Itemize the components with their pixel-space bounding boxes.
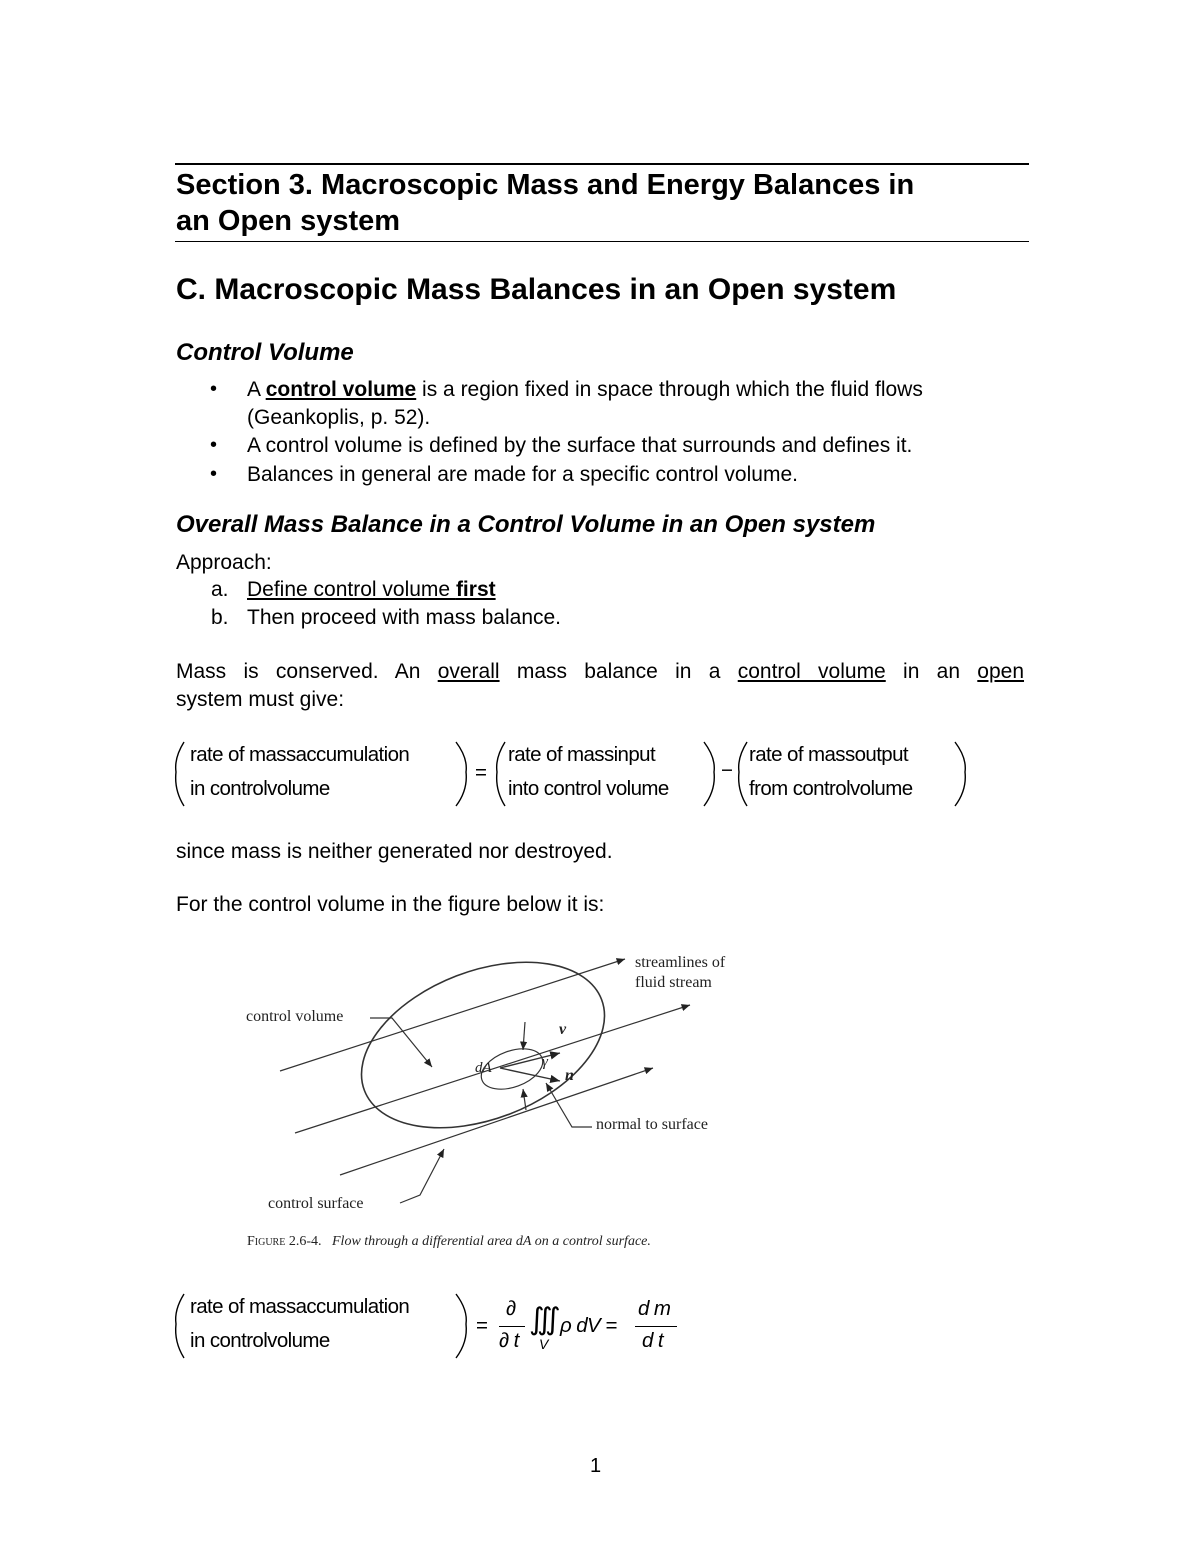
mass-balance-equation [172, 740, 972, 810]
approach-b-marker: b. [211, 606, 229, 629]
subsection-title: C. Macroscopic Mass Balances in an Open system [176, 273, 897, 306]
eq2-partial-bottom: ∂ t [499, 1329, 519, 1352]
bullet-marker: • [210, 434, 218, 456]
paragraph-line-1: Mass is conserved. An overall mass balance in a control volume in an open [176, 660, 1025, 683]
eq1-term2-line2: into control volume [508, 777, 669, 800]
control-volume-figure [240, 950, 760, 1260]
eq1-term1-line1: rate of massaccumulation [190, 743, 410, 766]
eq2-equals: = [476, 1314, 488, 1337]
eq2-term1-line2: in controlvolume [190, 1329, 330, 1352]
eq1-term3-line1: rate of massoutput [749, 743, 908, 766]
eq2-partial-top: ∂ [506, 1297, 516, 1320]
approach-a-text: Define control volume first [247, 578, 496, 601]
normal-to-surface-label: normal to surface [596, 1116, 708, 1133]
gamma-label: γ [542, 1054, 548, 1070]
title-top-rule [175, 163, 1029, 165]
accumulation-equation [172, 1292, 712, 1364]
eq1-term3-line2: from controlvolume [749, 777, 913, 800]
bullet-marker: • [210, 378, 218, 400]
approach-b-text: Then proceed with mass balance. [247, 606, 562, 629]
bullet-marker: • [210, 463, 218, 485]
eq1-equals: = [475, 761, 487, 784]
since-text: since mass is neither generated nor destroyed. [176, 840, 613, 863]
streamlines-label-1: streamlines of [635, 954, 726, 971]
eq2-integrand: ρ dV = [560, 1314, 617, 1337]
streamlines-label-2: fluid stream [635, 974, 712, 991]
dA-label: dA [475, 1060, 492, 1076]
eq2-term1-line1: rate of massaccumulation [190, 1295, 410, 1318]
bullet-3: Balances in general are made for a specific control volume. [247, 463, 798, 486]
eq2-dt: d t [642, 1329, 663, 1352]
control-volume-label: control volume [246, 1008, 344, 1025]
title-bottom-rule [175, 241, 1029, 242]
v-vector-label: v [559, 1021, 567, 1038]
eq1-term2-line1: rate of massinput [508, 743, 656, 766]
page-number: 1 [590, 1455, 602, 1477]
eq2-dm: d m [638, 1297, 671, 1320]
paragraph-line-2: system must give: [176, 688, 345, 711]
eq1-minus: − [721, 759, 733, 782]
flow-diagram [240, 950, 760, 1260]
control-volume-heading: Control Volume [176, 339, 354, 366]
approach-a-marker: a. [211, 578, 229, 601]
bullet-1-line-1: A control volume is a region fixed in space through which the fluid flows [247, 378, 923, 401]
figure-intro-text: For the control volume in the figure below it is: [176, 893, 605, 916]
eq1-term1-line2: in controlvolume [190, 777, 330, 800]
eq2-integral-subscript: V [539, 1336, 549, 1352]
overall-mass-balance-heading: Overall Mass Balance in a Control Volume in an Open system [176, 511, 876, 538]
approach-label: Approach: [176, 551, 272, 574]
section-title-line1: Section 3. Macroscopic Mass and Energy Balances in [176, 169, 915, 201]
bullet-2: A control volume is defined by the surface that surrounds and defines it. [247, 434, 913, 457]
n-vector-label: n [565, 1067, 574, 1084]
figure-caption: Figure 2.6-4. Flow through a differential area dA on a control surface. [247, 1234, 651, 1249]
eq2-triple-integral: ∭ [529, 1303, 561, 1336]
control-surface-label: control surface [268, 1195, 364, 1212]
bullet-1-line-2: (Geankoplis, p. 52). [247, 406, 431, 429]
section-title-line2: an Open system [176, 205, 401, 237]
